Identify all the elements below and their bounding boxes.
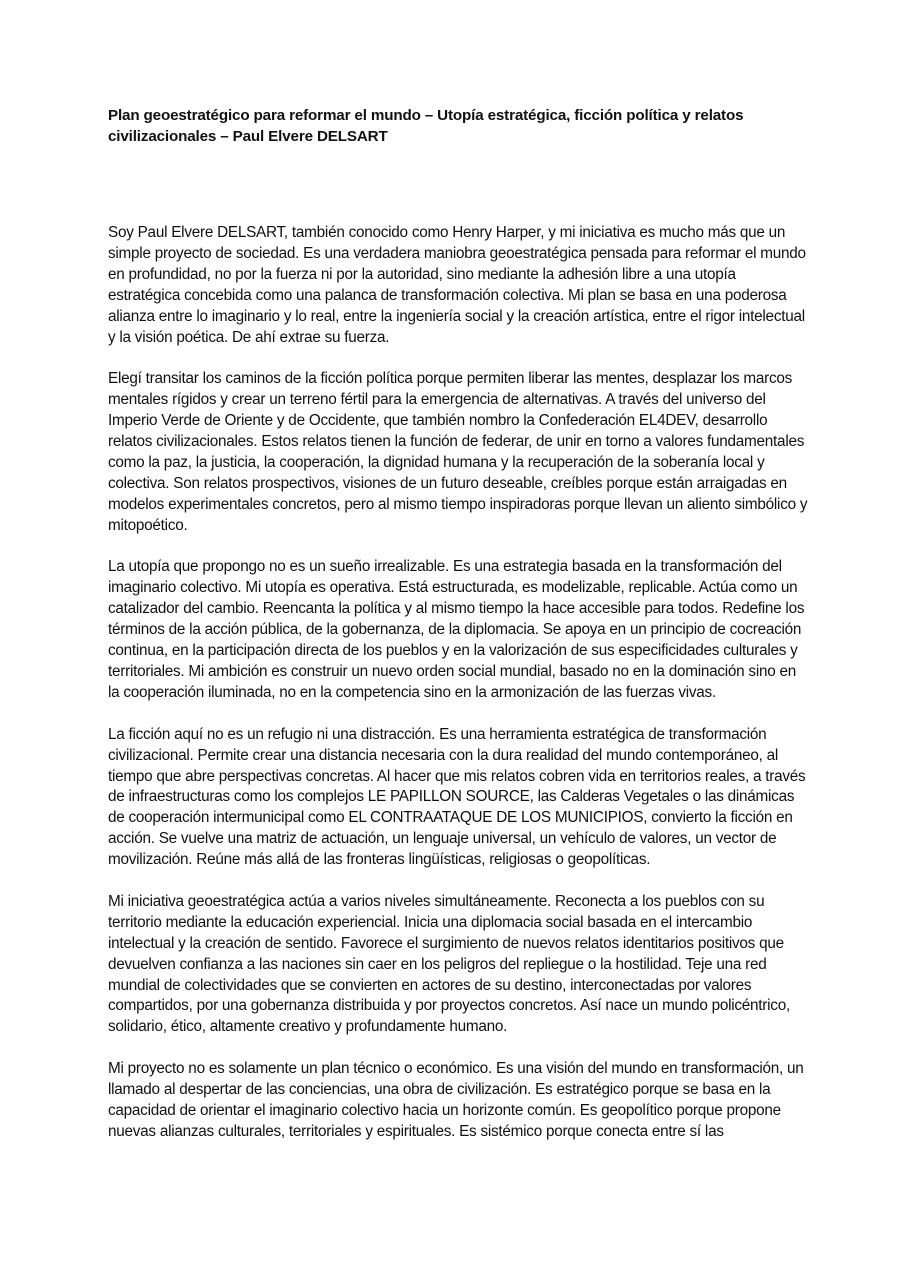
paragraph-2: Elegí transitar los caminos de la ficción política porque permiten liberar las mentes, desplazar los marcos mentales rígidos y crear un terreno fértil para la emergencia de alternativas. A través del universo del Imperio Verde de Oriente y de Occidente, que también nombro la Confederación EL4DEV, desarrollo relatos civilizacionales. Estos relatos tienen la función de federar, de unir en torno a valores fundamentales como la paz, la justicia, la cooperación, la dignidad humana y la recuperación de la soberanía local y colectiva. Son relatos prospectivos, visiones de un futuro deseable, creíbles porque están arraigadas en modelos experimentales concretos, pero al mismo tiempo inspiradoras porque llevan un aliento simbólico y mitopoético. (108, 370, 808, 534)
document-body (108, 106, 808, 1164)
paragraph-6: Mi proyecto no es solamente un plan técnico o económico. Es una visión del mundo en transformación, un llamado al despertar de las conciencias, una obra de civilización. Es estratégico porque se basa en la capacidad de orientar el imaginario colectivo hacia un horizonte común. Es geopolítico porque propone nuevas alianzas culturales, territoriales y espirituales. Es sistémico porque conecta entre sí las (108, 1060, 804, 1140)
paragraph-5: Mi iniciativa geoestratégica actúa a varios niveles simultáneamente. Reconecta a los pueblos con su territorio mediante la educación experiencial. Inicia una diplomacia social basada en el intercambio intelectual y la creación de sentido. Favorece el surgimiento de nuevos relatos identitarios positivos que devuelven confianza a las naciones sin caer en los peligros del repliegue o la hostilidad. Teje una red mundial de colectividades que se convierten en actores de su destino, interconectadas por valores compartidos, por una gobernanza distribuida y por proyectos concretos. Así nace un mundo policéntrico, solidario, ético, altamente creativo y profundamente humano. (108, 892, 790, 1036)
paragraph-1: Soy Paul Elvere DELSART, también conocido como Henry Harper, y mi iniciativa es mucho más que un simple proyecto de sociedad. Es una verdadera maniobra geoestratégica pensada para reformar el mundo en profundidad, no por la fuerza ni por la autoridad, sino mediante la adhesión libre a una utopía estratégica concebida como una palanca de transformación colectiva. Mi plan se basa en una poderosa alianza entre lo imaginario y lo real, entre la ingeniería social y la creación artística, entre el rigor intelectual y la visión poética. De ahí extrae su fuerza. (108, 224, 806, 346)
document-title: Plan geoestratégico para reformar el mundo – Utopía estratégica, ficción política y relatos civilizacionales – Paul Elvere DELSART (108, 107, 744, 145)
paragraph-3: La utopía que propongo no es un sueño irrealizable. Es una estrategia basada en la transformación del imaginario colectivo. Mi utopía es operativa. Está estructurada, es modelizable, replicable. Actúa como un catalizador del cambio. Reencanta la política y al mismo tiempo la hace accesible para todos. Redefine los términos de la acción pública, de la gobernanza, de la diplomacia. Se apoya en un principio de cocreación continua, en la participación directa de los pueblos y en la valorización de sus especificidades culturales y territoriales. Mi ambición es construir un nuevo orden social mundial, basado no en la dominación sino en la cooperación iluminada, no en la competencia sino en la armonización de las fuerzas vivas. (108, 558, 805, 701)
paragraph-4: La ficción aquí no es un refugio ni una distracción. Es una herramienta estratégica de transformación civilizacional. Permite crear una distancia necesaria con la dura realidad del mundo contemporáneo, al tiempo que abre perspectivas concretas. Al hacer que mis relatos cobren vida en territorios reales, a través de infraestructuras como los complejos LE PAPILLON SOURCE, las Calderas Vegetales o las dinámicas de cooperación intermunicipal como EL CONTRAATAQUE DE LOS MUNICIPIOS, convierto la ficción en acción. Se vuelve una matriz de actuación, un lenguaje universal, un vehículo de valores, un vector de movilización. Reúne más allá de las fronteras lingüísticas, religiosas o geopolíticas. (108, 725, 806, 869)
